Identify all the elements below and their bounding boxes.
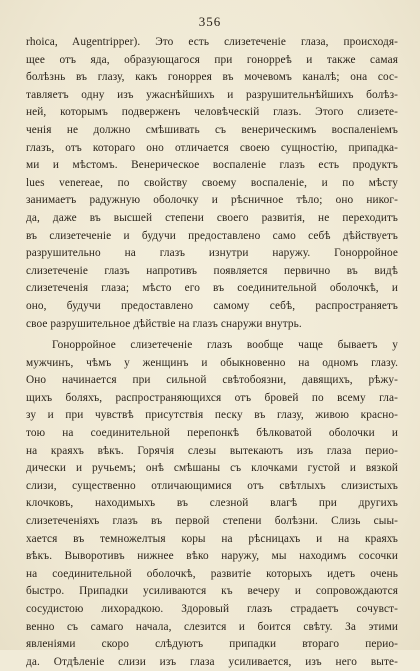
text-line: ней, которымъ подверженъ человѣческій глазъ. Этого слизете-: [26, 106, 398, 119]
text-line: слизетеченіяхъ глазъ въ первой степени болѣзни. Слизь сыы-: [26, 515, 398, 528]
text-line: да, даже въ высшей степени своего развитія, не переходитъ: [26, 211, 398, 224]
text-line: быстро. Припадки усиливаются къ вечеру и сопровождаются: [26, 585, 398, 598]
text-line: слизетеченіе глазъ напротивъ появляется первично въ видѣ: [26, 264, 398, 277]
text-line: глазъ, отъ котораго оно отличается своею сущностію, припадка-: [26, 141, 398, 154]
text-line: сосудистою лихорадкою. Здоровый глазъ страдаетъ сочувст-: [26, 603, 398, 615]
text-line: занимаетъ радужную оболочку и рѣсничное тѣло; оно никог-: [26, 194, 398, 207]
text-line: въ слизетеченіе и будучи предоставлено само себѣ дѣйствуетъ: [26, 229, 398, 242]
text-line: lues venereae, по свойству своему воспаленіе, и по мѣсту: [26, 176, 398, 189]
text-line: венно съ самаго начала, слезится и боится свѣту. За этими: [26, 620, 398, 633]
paragraph-1: [26, 34, 398, 333]
text-line: Оно начинается при сильной свѣтобоязни, давящихъ, рѣжу-: [26, 374, 398, 387]
text-line: хается въ темножелтыя коры на рѣсницахъ и на краяхъ: [26, 532, 398, 545]
text-line: клочковъ, находимыхъ въ слезной влагѣ при другихъ: [26, 497, 398, 510]
page-text: [26, 34, 398, 671]
text-line: мужчинъ, чѣмъ у женщинъ и обыкновенно на одномъ глазу.: [26, 356, 398, 369]
text-line: да. Отдѣленіе слизи изъ глаза усиливается, изъ него выте-: [26, 655, 398, 668]
text-line: Гонорройное слизетеченіе глазъ вообще чаще бываетъ у: [52, 339, 398, 352]
text-line: rhoica, Augentripper). Это есть слизетеченіе глаза, происходя-: [26, 36, 398, 48]
text-line: дически и ручьемъ; онѣ смѣшаны съ клочками густой и вязкой: [26, 462, 398, 475]
text-line: ми и мѣстомъ. Венерическое воспаленіе глазъ есть продуктъ: [26, 159, 398, 172]
text-line: явленіями скоро слѣдуютъ припадки втораго перио-: [26, 638, 398, 651]
page-number: 356: [198, 14, 222, 29]
text-line: оно, будучи предоставлено самому себѣ, распространяетъ: [26, 299, 398, 312]
text-line: слизетеченія глаза; мѣсто его въ соединительной оболочкѣ, и: [26, 282, 398, 295]
text-line: свое разрушительное дѣйствіе на глазъ снаружи внутрь.: [26, 317, 302, 330]
text-line: ченія не должно смѣшивать съ венерическимъ воспаленіемъ: [26, 123, 398, 136]
text-line: на соединительной оболочкѣ, развитіе которыхъ идетъ очень: [26, 567, 398, 580]
text-line: вѣкъ. Выворотивъ нижнее вѣко наружу, мы находимъ сосочки: [26, 550, 398, 563]
text-line: щее отъ яда, образующагося при гонорреѣ и также самая: [26, 53, 398, 66]
text-line: щихъ боляхъ, распространяющихся отъ бровей по всему гла-: [26, 391, 398, 404]
text-line: зу и при чувствѣ присутствія песку въ глазу, живою красно-: [26, 409, 398, 422]
text-line: на краяхъ вѣкъ. Горячія слезы вытекаютъ изъ глаза перио-: [26, 444, 398, 457]
text-line: слизи, существенно отличающимися отъ свѣтлыхъ слизистыхъ: [26, 479, 398, 492]
text-line: тою на соединительной перепонкѣ бѣлковатой оболочки и: [26, 427, 398, 440]
text-line: болѣзнь въ глазу, какъ гоноррея въ мочевомъ каналѣ; она сос-: [26, 71, 398, 84]
paragraph-2: [26, 337, 398, 671]
text-line: тавляетъ одну изъ ужаснѣйшихъ и разрушительнѣйшихъ болѣз-: [26, 88, 398, 101]
text-line: разрушительно на глазъ изнутри наружу. Гонорройное: [26, 247, 398, 260]
